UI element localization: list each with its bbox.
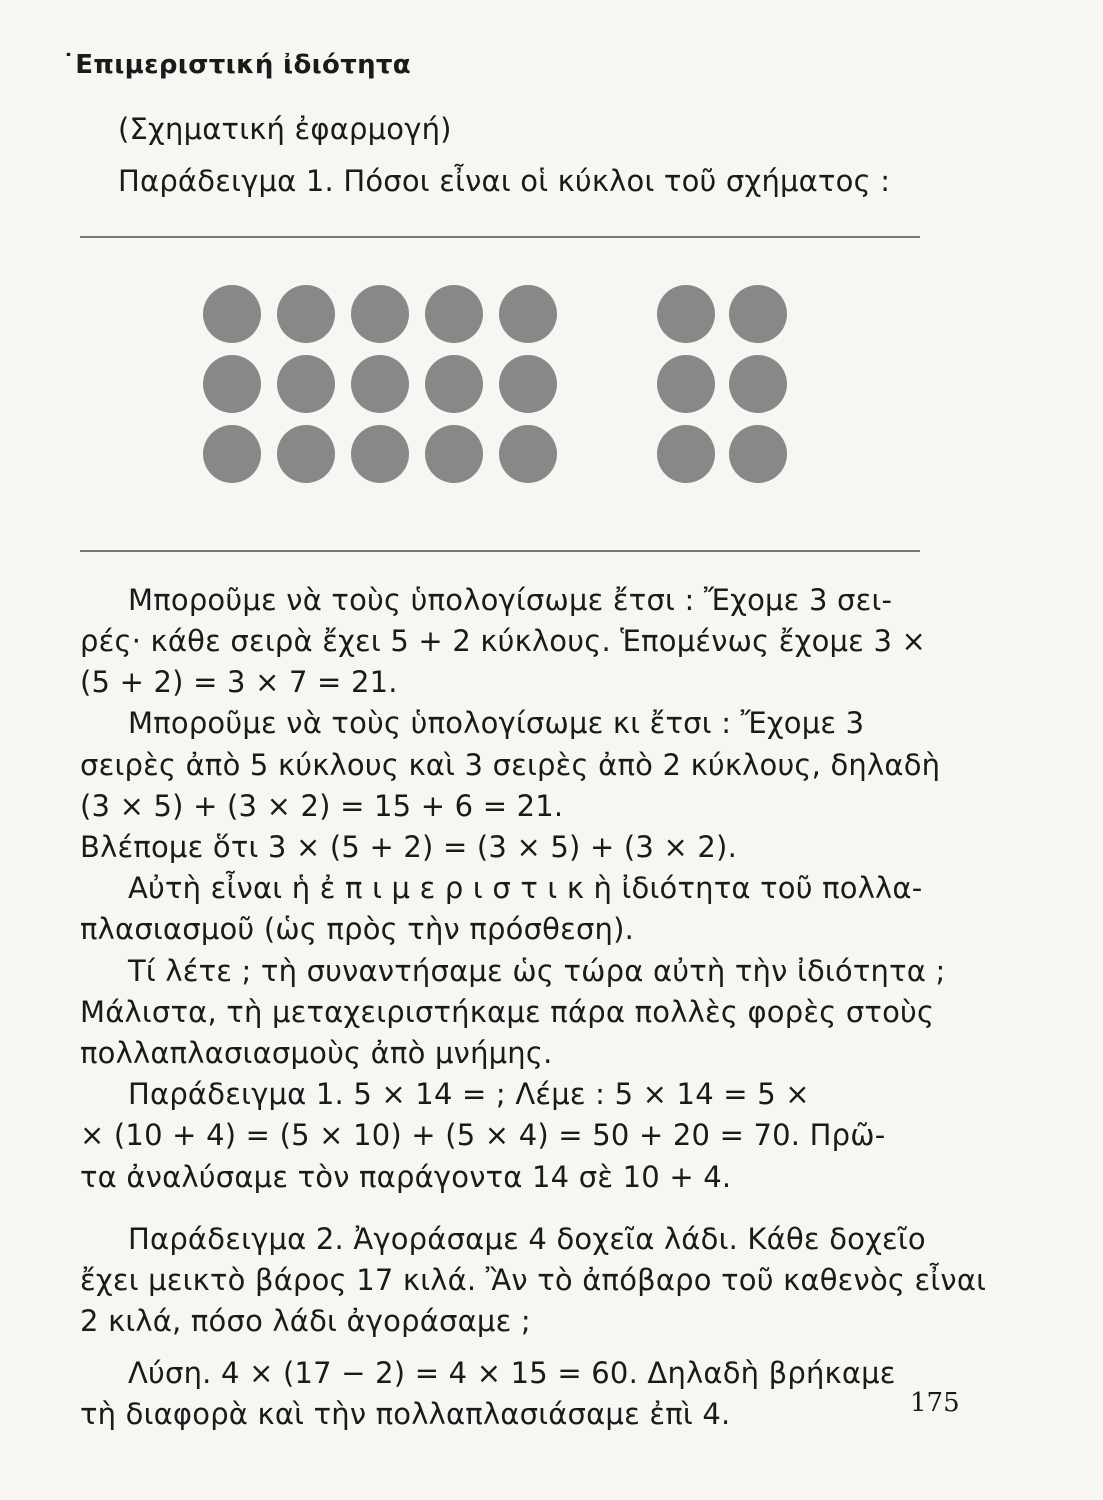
paragraph-line: τα ἀναλύσαμε τὸν παράγοντα 14 σὲ 10 + 4. — [80, 1160, 732, 1194]
circle-dot — [657, 425, 715, 483]
paragraph-line: Τί λέτε ; τὴ συναντήσαμε ὡς τώρα αὐτὴ τὴν ἰδιότητα ; — [128, 954, 946, 988]
paragraph-line: × (10 + 4) = (5 × 10) + (5 × 4) = 50 + 20 = 70. Πρῶ- — [80, 1118, 886, 1152]
figure-bottom-rule — [80, 550, 920, 552]
circle-dot — [425, 355, 483, 413]
paragraph-line: Λύση. 4 × (17 − 2) = 4 × 15 = 60. Δηλαδὴ βρήκαμε — [128, 1356, 896, 1390]
circle-dot — [425, 285, 483, 343]
paragraph-line: Μποροῦμε νὰ τοὺς ὑπολογίσωμε κι ἔτσι : Ἔχομε 3 — [128, 706, 865, 740]
circle-dot — [203, 355, 261, 413]
circle-dot — [203, 425, 261, 483]
circle-dot — [729, 425, 787, 483]
circle-dot — [351, 355, 409, 413]
section-title: ˙Επιμεριστική ἰδιότητα — [62, 50, 411, 80]
paragraph-line: (5 + 2) = 3 × 7 = 21. — [80, 665, 398, 699]
circle-dot — [729, 285, 787, 343]
circle-dot — [729, 355, 787, 413]
circle-dot — [425, 425, 483, 483]
circle-dot — [499, 425, 557, 483]
circle-dot — [277, 285, 335, 343]
paragraph-line: τὴ διαφορὰ καὶ τὴν πολλαπλασιάσαμε ἐπὶ 4. — [80, 1397, 731, 1431]
paragraph-line: Παράδειγμα 1. 5 × 14 = ; Λέμε : 5 × 14 = 5 × — [128, 1077, 810, 1111]
paragraph-line: Αὐτὴ εἶναι ἡ ἐ π ι μ ε ρ ι σ τ ι κ ὴ ἰδιότητα τοῦ πολλα- — [128, 871, 923, 905]
paragraph-line: Μποροῦμε νὰ τοὺς ὑπολογίσωμε ἔτσι : Ἔχομε 3 σει- — [128, 583, 893, 617]
paragraph-line: πολλαπλασιασμοὺς ἀπὸ μνήμης. — [80, 1036, 553, 1070]
paragraph-line: ἔχει μεικτὸ βάρος 17 κιλά. Ἂν τὸ ἀπόβαρο τοῦ καθενὸς εἶναι — [80, 1263, 987, 1297]
paragraph-line: Βλέπομε ὅτι 3 × (5 + 2) = (3 × 5) + (3 × 2). — [80, 830, 737, 864]
circle-dot — [203, 285, 261, 343]
circle-dot — [277, 425, 335, 483]
circle-dot — [499, 355, 557, 413]
subtitle: (Σχηματική ἐφαρμογή) — [118, 112, 452, 146]
paragraph-line: Μάλιστα, τὴ μεταχειριστήκαμε πάρα πολλὲς φορὲς στοὺς — [80, 995, 935, 1029]
circle-dot — [351, 285, 409, 343]
paragraph-line: πλασιασμοῦ (ὡς πρὸς τὴν πρόσθεση). — [80, 912, 635, 946]
circle-dot — [351, 425, 409, 483]
paragraph-line: ρές· κάθε σειρὰ ἔχει 5 + 2 κύκλους. Ἑπομένως ἔχομε 3 × — [80, 624, 927, 658]
paragraph-line: 2 κιλά, πόσο λάδι ἀγοράσαμε ; — [80, 1304, 531, 1338]
page-number: 175 — [910, 1388, 960, 1418]
paragraph-line: Παράδειγμα 2. Ἀγοράσαμε 4 δοχεῖα λάδι. Κάθε δοχεῖο — [128, 1222, 926, 1256]
paragraph-line: (3 × 5) + (3 × 2) = 15 + 6 = 21. — [80, 789, 564, 823]
circle-dot — [657, 355, 715, 413]
paragraph-line: σειρὲς ἀπὸ 5 κύκλους καὶ 3 σειρὲς ἀπὸ 2 κύκλους, δηλαδὴ — [80, 748, 941, 782]
circle-dot — [657, 285, 715, 343]
circle-dot — [277, 355, 335, 413]
circle-dot — [499, 285, 557, 343]
example-1-question: Παράδειγμα 1. Πόσοι εἶναι οἱ κύκλοι τοῦ σχήματος : — [118, 164, 891, 198]
